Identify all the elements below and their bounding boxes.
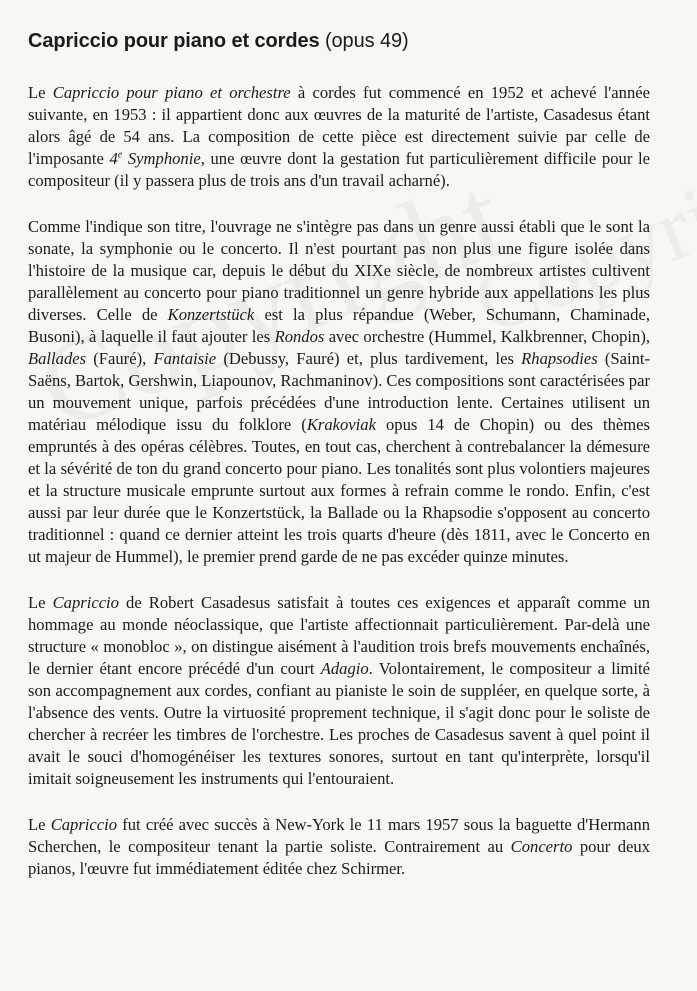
italic-text: Ballades (28, 349, 87, 368)
text-segment: opus 14 de Chopin) ou des thèmes empruntés à des opéras célèbres. Toutes, en tout cas, cherchent à contrebalancer la démesure et la sévérité de ton du grand concerto pour piano. Les tonalités sont plus volontiers majeures et la structure musicale emprunte surtout aux formes à refrain comme le rondo. Enfin, c'est aussi par leur durée que le Konzertstück, la Ballade ou la Rhapsodie s'opposent au concerto traditionnel : quand ce dernier atteint les trois quarts d'heure (dès 1811, avec le Concerto en ut majeur de Hummel), le premier prend garde de ne pas excéder quinze minutes. (28, 415, 650, 566)
text-segment: pour deux pianos, l'œuvre fut immédiatement éditée chez Schirmer. (28, 837, 650, 878)
text-segment: Le (28, 83, 53, 102)
text-segment: Le (28, 815, 51, 834)
title-opus: (opus 49) (319, 30, 409, 52)
text-segment: . Volontairement, le compositeur a limité son accompagnement aux cordes, confiant au pianiste le soin de suppléer, en quelque sorte, à l'absence des vents. Outre la virtuosité proprement technique, il s'agit donc pour le soliste de chercher à recréer les timbres de l'orchestre. Les proches de Casadesus savent à quel point il avait le souci d'homogénéiser les textures sonores, surtout en tant qu'interprète, lorsqu'il imitait soigneusement les instruments qui l'entouraient. (28, 659, 650, 788)
italic-text: Symphonie (122, 149, 201, 168)
text-segment: Comme l'indique son titre, l'ouvrage ne s'intègre pas dans un genre aussi établi que le sont la sonate, la symphonie ou le concerto. Il n'est pourtant pas non plus une figure isolée dans l'histoire de la musique car, depuis le début du XIXe siècle, de nombreux artistes cultivent parallèlement au concerto pour piano traditionnel un genre hybride aux appellations les plus diverses. Celle de (28, 217, 650, 324)
italic-text: Krakoviak (306, 415, 376, 434)
italic-text: Capriccio (50, 815, 118, 834)
italic-text: Concerto (510, 837, 573, 856)
italic-text: Rhapsodies (521, 349, 598, 368)
italic-text: Fantaisie (153, 349, 217, 368)
italic-text: 4 (109, 149, 118, 168)
text-segment: fut créé avec succès à New-York le 11 mars 1957 sous la baguette d'Hermann Scherchen, le compositeur tenant la partie soliste. Contrairement au (28, 815, 650, 856)
text-segment: est la plus répandue (Weber, Schumann, Chaminade, Busoni), à laquelle il faut ajouter les (28, 305, 650, 346)
italic-text: Capriccio pour piano et orchestre (52, 83, 291, 102)
text-segment: (Debussy, Fauré) et, plus tardivement, les (216, 349, 522, 368)
paragraph (28, 82, 650, 192)
paragraph (28, 814, 650, 880)
text-segment: , une œuvre dont la gestation fut particulièrement difficile pour le compositeur (il y passera plus de trois ans d'un travail acharné). (28, 149, 650, 190)
text-segment: à cordes fut commencé en 1952 et achevé l'année suivante, en 1953 : il appartient donc aux œuvres de la maturité de l'artiste, Casadesus étant alors âgé de 54 ans. La composition de cette pièce est directement suivie par celle de l'imposante (28, 83, 650, 168)
text-segment: avec orchestre (Hummel, Kalkbrenner, Chopin), (324, 327, 650, 346)
paragraph-list (28, 82, 650, 880)
italic-text: Capriccio (52, 593, 119, 612)
italic-text: Konzertstück (167, 305, 255, 324)
italic-text: e (117, 149, 123, 161)
document-content (28, 28, 650, 880)
text-segment: Le (28, 593, 53, 612)
italic-text: Rondos (274, 327, 325, 346)
paragraph (28, 216, 650, 568)
paragraph (28, 592, 650, 790)
page-title (28, 28, 650, 54)
text-segment: (Fauré), (86, 349, 154, 368)
text-segment: (Saint-Saëns, Bartok, Gershwin, Liapounov, Rachmaninov). Ces compositions sont caractérisées par un mouvement unique, parfois précédées d'une introduction lente. Certaines utilisent un matériau mélodique issu du folklore ( (28, 349, 651, 434)
italic-text: Adagio (320, 659, 369, 678)
title-bold: Capriccio pour piano et cordes (28, 30, 320, 52)
text-segment: de Robert Casadesus satisfait à toutes ces exigences et apparaît comme un hommage au monde néoclassique, que l'artiste affectionnait particulièrement. Par-delà une structure « monobloc », on distingue aisément à l'audition trois brefs mouvements enchaînés, le dernier étant encore précédé d'un court (28, 593, 650, 678)
